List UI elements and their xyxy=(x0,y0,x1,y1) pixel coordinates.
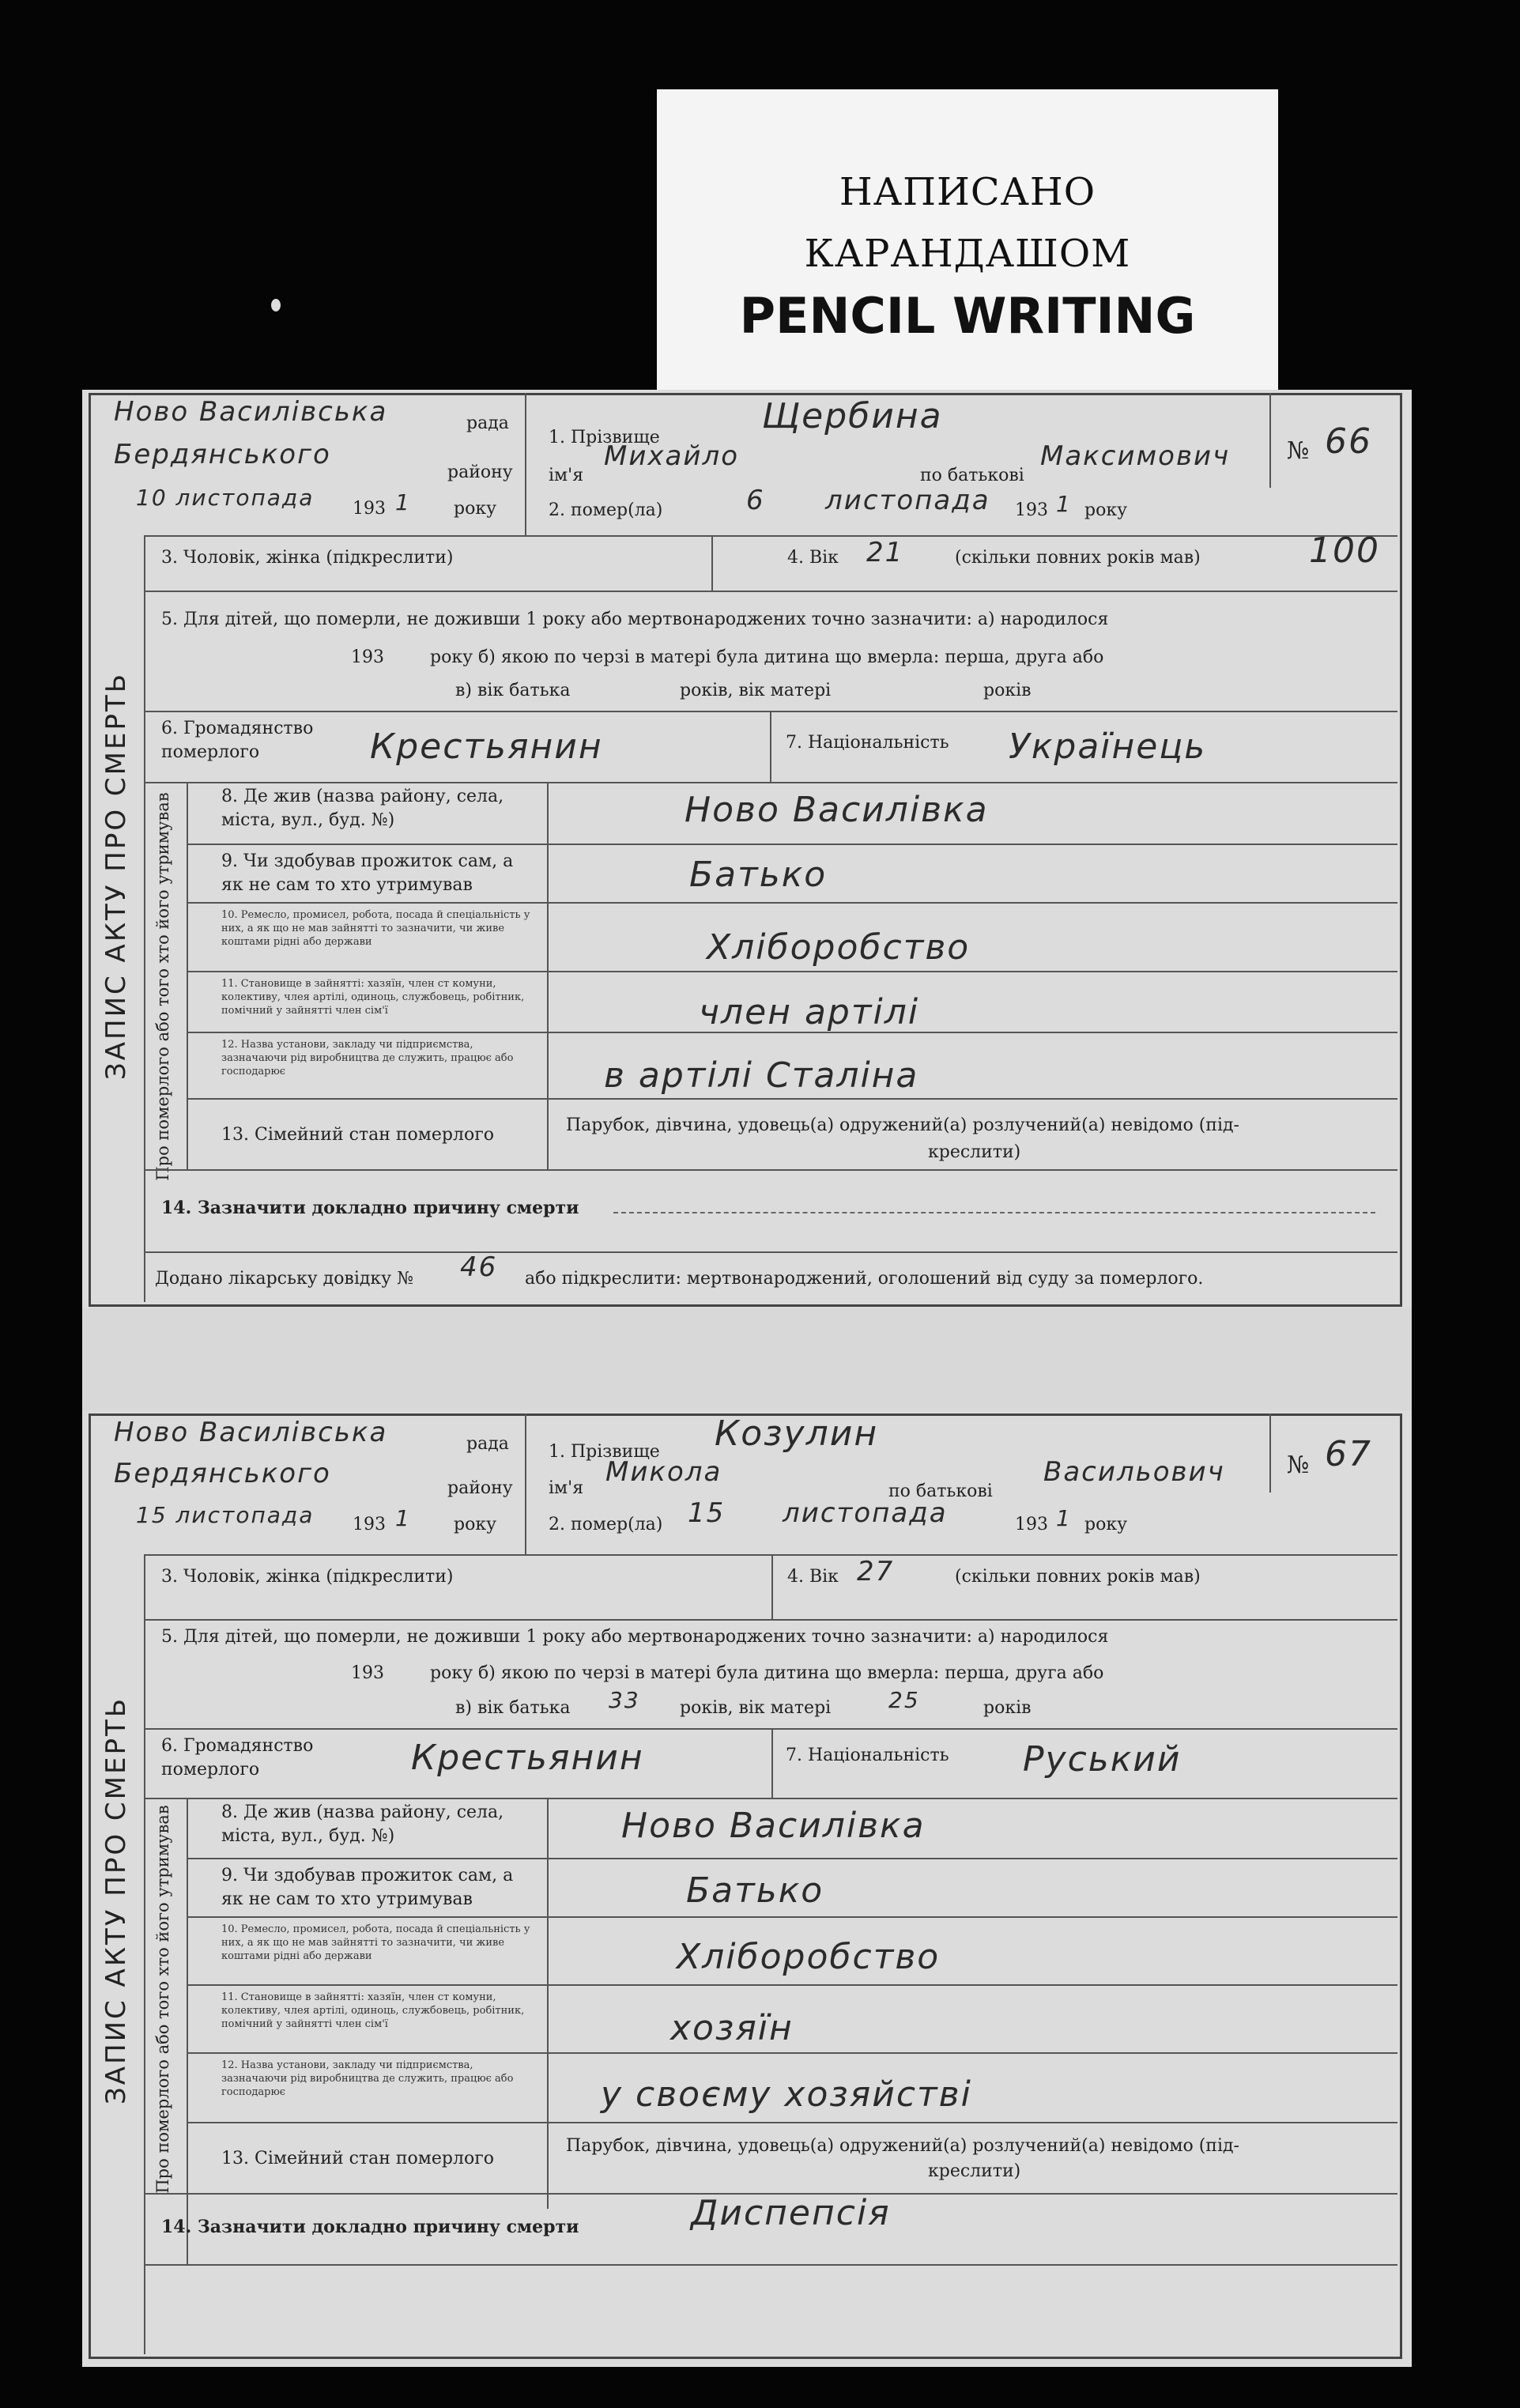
roku-label: року xyxy=(454,1515,497,1534)
patronymic-label: по батькові xyxy=(888,1481,993,1501)
nationality-label: 7. Національність xyxy=(786,1746,949,1765)
children-year: 193 xyxy=(351,1663,384,1683)
sex-label: 3. Чоловік, жінка (підкреслити) xyxy=(161,1567,454,1587)
record-number: 66 xyxy=(1325,421,1372,462)
children-mother-age: років, вік матері xyxy=(680,681,832,700)
surname-value: Щербина xyxy=(762,396,943,436)
sex-label: 3. Чоловік, жінка (підкреслити) xyxy=(161,548,454,568)
name-label: ім'я xyxy=(549,466,584,485)
surname-label: 1. Прізвище xyxy=(549,1442,660,1462)
marital-options-1: Парубок, дівчина, удовець(а) одружений(а) розлучений(а) невідомо (під- xyxy=(566,1115,1239,1135)
page-gap xyxy=(82,1308,1412,1410)
livelihood-value: Батько xyxy=(689,855,828,895)
rayonu-label: району xyxy=(447,1478,513,1498)
patronymic-value: Васильович xyxy=(1043,1456,1225,1488)
certificate-label-a: Додано лікарську довідку № xyxy=(155,1269,413,1289)
nationality-label: 7. Національність xyxy=(786,733,949,753)
citizenship-value: Крестьянин xyxy=(370,727,603,767)
year-label: 193 xyxy=(353,499,386,519)
cause-label: 14. Зазначити докладно причину смерти xyxy=(161,1198,579,1218)
cause-value: Диспепсія xyxy=(691,2193,891,2233)
cause-label: 14. Зазначити докладно причину смерти xyxy=(161,2217,579,2237)
marital-label: 13. Сімейний стан померлого xyxy=(221,1125,495,1145)
death-record-form-66 xyxy=(82,390,1412,1308)
age-note: (скільки повних років мав) xyxy=(955,1567,1201,1587)
death-record-form-67 xyxy=(82,1410,1412,2367)
name-value: Михайло xyxy=(604,440,740,472)
nationality-value: Руський xyxy=(1023,1739,1182,1780)
father-age-value: 33 xyxy=(609,1687,640,1713)
residence-value: Ново Василівка xyxy=(685,790,989,830)
workplace-label: 12. Назва установи, закладу чи підприємства, зазначаючи рід виробництва де служить, працює або господарює xyxy=(221,1039,514,1078)
children-line-2: року б) якою по черзі в матері була дитина що вмерла: перша, друга або xyxy=(430,1663,1104,1683)
children-years: років xyxy=(983,1698,1032,1718)
livelihood-label: 9. Чи здобував прожиток сам, а як не сам то хто утримував xyxy=(221,1866,514,1909)
dust-speck xyxy=(271,299,281,311)
citizenship-label: 6. Громадянство померлого xyxy=(161,719,314,762)
death-month-value: листопада xyxy=(825,485,990,516)
nationality-value: Українець xyxy=(1009,727,1207,767)
status-value: хозяїн xyxy=(670,2008,794,2048)
mother-age-value: 25 xyxy=(888,1687,920,1713)
patronymic-label: по батькові xyxy=(920,466,1024,485)
children-line-2: року б) якою по черзі в матері була дитина що вмерла: перша, друга або xyxy=(430,647,1104,667)
children-line-1: 5. Для дітей, що померли, не доживши 1 року або мертвонароджених точно зазначити: а) народилося xyxy=(161,610,1109,629)
rayonu-label: району xyxy=(447,462,513,482)
number-prefix: № xyxy=(1287,1451,1310,1479)
side-subtitle: Про померлого або того хто його утримував xyxy=(153,1805,172,2194)
occupation-label: 10. Ремесло, промисел, робота, посада й спеціальність у них, а як що не мав зайнятті то зазначити, чи живе коштами рідні або держави xyxy=(221,1923,530,1962)
rada-label: рада xyxy=(466,413,509,433)
livelihood-label: 9. Чи здобував прожиток сам, а як не сам то хто утримував xyxy=(221,851,514,895)
reg-date-value: 15 листопада xyxy=(136,1502,315,1528)
occupation-value: Хліборобство xyxy=(677,1937,941,1977)
workplace-value: в артілі Сталіна xyxy=(604,1055,919,1096)
died-label: 2. помер(ла) xyxy=(549,1515,663,1534)
name-value: Микола xyxy=(605,1456,722,1488)
rada-label: рада xyxy=(466,1434,509,1454)
death-year-label: 193 xyxy=(1015,500,1048,520)
children-line-1: 5. Для дітей, що померли, не доживши 1 року або мертвонароджених точно зазначити: а) народилося xyxy=(161,1627,1109,1647)
surname-value: Козулин xyxy=(715,1413,879,1454)
age-label: 4. Вік xyxy=(787,1567,839,1587)
workplace-label: 12. Назва установи, закладу чи підприємства, зазначаючи рід виробництва де служить, працює або господарює xyxy=(221,2059,514,2098)
status-label: 11. Становище в зайнятті: хазяїн, член ст комуни, колективу, члея артілі, одиноць, службовець, робітник, помічний у зайнятті член сім'ї xyxy=(221,978,525,1017)
children-father-age: в) вік батька xyxy=(455,1698,571,1718)
certificate-number: 46 xyxy=(460,1251,498,1283)
marital-label: 13. Сімейний стан померлого xyxy=(221,2149,495,2168)
death-year-value: 1 xyxy=(1056,491,1072,517)
death-day-value: 15 xyxy=(688,1497,726,1529)
marital-options-1: Парубок, дівчина, удовець(а) одружений(а) розлучений(а) невідомо (під- xyxy=(566,2136,1239,2156)
residence-label: 8. Де жив (назва району, села, міста, вул., буд. №) xyxy=(221,1802,504,1846)
rada-value: Ново Василівська xyxy=(114,1417,388,1448)
children-father-age: в) вік батька xyxy=(455,681,571,700)
age-value: 21 xyxy=(866,537,904,568)
died-label: 2. помер(ла) xyxy=(549,500,663,520)
side-title: ЗАПИС АКТУ ПРО СМЕРТЬ xyxy=(100,671,132,1081)
age-note: (скільки повних років мав) xyxy=(955,548,1201,568)
marital-options-2: креслити) xyxy=(928,2161,1021,2181)
number-prefix: № xyxy=(1287,437,1310,465)
death-roku-label: року xyxy=(1084,1515,1128,1534)
children-years: років xyxy=(983,681,1032,700)
record-number: 67 xyxy=(1325,1434,1372,1474)
children-mother-age: років, вік матері xyxy=(680,1698,832,1718)
status-label: 11. Становище в зайнятті: хазяїн, член ст комуни, колективу, члея артілі, одиноць, службовець, робітник, помічний у зайнятті член сім'ї xyxy=(221,1991,525,2030)
occupation-value: Хліборобство xyxy=(707,927,971,968)
marital-options-2: креслити) xyxy=(928,1142,1021,1162)
death-year-value: 1 xyxy=(1056,1505,1072,1531)
roku-label: року xyxy=(454,499,497,519)
residence-value: Ново Василівка xyxy=(621,1806,926,1846)
year-label: 193 xyxy=(353,1515,386,1534)
pencil-writing-label xyxy=(657,89,1278,393)
death-year-label: 193 xyxy=(1015,1515,1048,1534)
rayon-value: Бердянського xyxy=(114,1458,331,1489)
citizenship-label: 6. Громадянство померлого xyxy=(161,1736,314,1780)
patronymic-value: Максимович xyxy=(1040,440,1231,472)
livelihood-value: Батько xyxy=(686,1870,824,1911)
rada-value: Ново Василівська xyxy=(114,396,388,428)
label-line-3: PENCIL WRITING xyxy=(739,287,1196,345)
citizenship-value: Крестьянин xyxy=(411,1738,644,1778)
certificate-label-b: або підкреслити: мертвонароджений, оголошений від суду за померлого. xyxy=(525,1269,1204,1289)
surname-label: 1. Прізвище xyxy=(549,428,660,447)
status-value: член артілі xyxy=(699,992,920,1032)
residence-label: 8. Де жив (назва району, села, міста, вул., буд. №) xyxy=(221,787,504,830)
death-roku-label: року xyxy=(1084,500,1128,520)
occupation-label: 10. Ремесло, промисел, робота, посада й спеціальність у них, а як що не мав зайнятті то зазначити, чи живе коштами рідні або держави xyxy=(221,909,530,948)
death-day-value: 6 xyxy=(746,485,765,516)
label-line-2: КАРАНДАШОМ xyxy=(804,232,1131,276)
margin-note: 100 xyxy=(1309,530,1380,571)
rayon-value: Бердянського xyxy=(114,439,331,470)
reg-year-value: 1 xyxy=(395,1505,411,1531)
children-year: 193 xyxy=(351,647,384,667)
name-label: ім'я xyxy=(549,1478,584,1498)
reg-year-value: 1 xyxy=(395,489,411,515)
workplace-value: у своєму хозяйстві xyxy=(601,2074,972,2115)
age-value: 27 xyxy=(857,1556,895,1587)
death-month-value: листопада xyxy=(783,1497,948,1529)
age-label: 4. Вік xyxy=(787,548,839,568)
reg-date-value: 10 листопада xyxy=(136,485,315,511)
side-subtitle: Про померлого або того хто його утримував xyxy=(153,792,172,1181)
side-title: ЗАПИС АКТУ ПРО СМЕРТЬ xyxy=(100,1696,132,2105)
label-line-1: НАПИСАНО xyxy=(839,170,1096,214)
